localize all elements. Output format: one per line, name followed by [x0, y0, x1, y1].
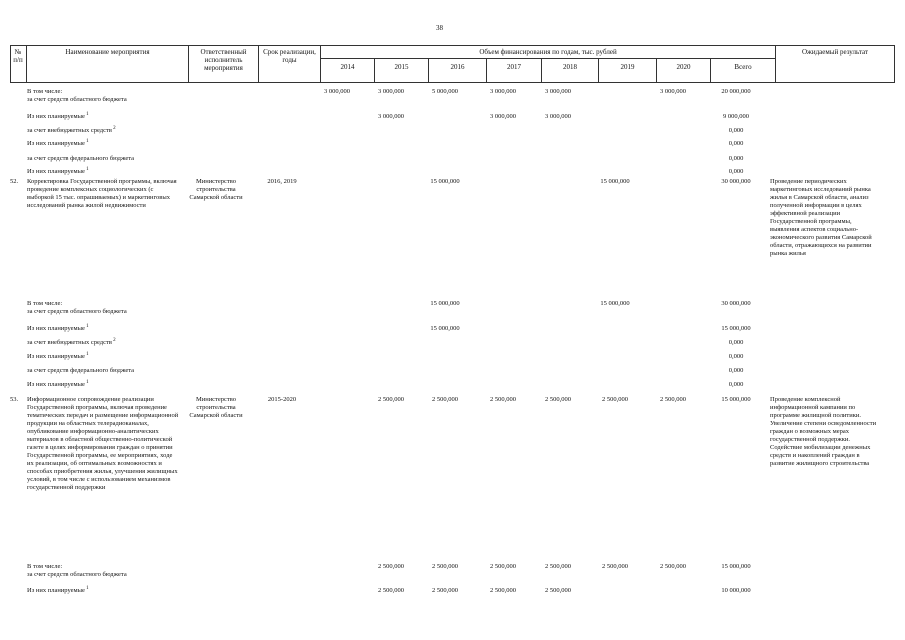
row-value: 3 000,000 — [324, 88, 350, 95]
header-number: № п/п — [13, 48, 23, 64]
header-funding: Объем финансирования по годам, тыс. рублей — [479, 48, 617, 56]
row-label-text: Из них планируемые — [27, 168, 85, 175]
row-value: 2 500,000 — [602, 396, 628, 403]
row-value: 2 500,000 — [378, 587, 404, 594]
row-label — [27, 587, 89, 595]
row-number: 52. — [10, 178, 19, 185]
row-value: 15 000,000 — [430, 300, 460, 307]
row-period: 2016, 2019 — [267, 178, 297, 185]
row-label — [27, 300, 127, 316]
footnote-marker: 1 — [84, 379, 89, 385]
row-label-text: Из них планируемые — [27, 325, 85, 332]
footnote-marker: 1 — [84, 323, 89, 329]
row-value: 2 500,000 — [432, 396, 458, 403]
row-total: 9 000,000 — [723, 113, 749, 120]
header-year: 2017 — [507, 63, 521, 71]
row-total: 0,000 — [728, 127, 744, 134]
row-label-text: Из них планируемые — [27, 381, 85, 388]
row-responsible: Министерство строительства Самарской области — [189, 396, 243, 419]
footnote-marker: 1 — [84, 166, 89, 172]
row-total: 30 000,000 — [721, 178, 751, 185]
row-value: 3 000,000 — [660, 88, 686, 95]
row-value: 2 500,000 — [660, 563, 686, 570]
footnote-marker: 1 — [84, 585, 89, 591]
row-value: 2 500,000 — [545, 563, 571, 570]
row-value: 2 500,000 — [378, 396, 404, 403]
header-responsible: Ответственный исполнитель мероприятия — [200, 48, 247, 72]
header-year: 2020 — [676, 63, 691, 71]
footnote-marker: 1 — [84, 111, 89, 117]
header-total: Всего — [734, 63, 752, 71]
row-label — [27, 127, 116, 135]
row-total: 0,000 — [728, 155, 744, 162]
row-total: 0,000 — [728, 367, 744, 374]
row-value: 2 500,000 — [490, 587, 516, 594]
row-value: 2 500,000 — [378, 563, 404, 570]
row-value: 2 500,000 — [602, 563, 628, 570]
header-period: Срок реализации, годы — [263, 48, 316, 64]
row-label-text: Из них планируемые — [27, 113, 85, 120]
row-expected-result: Проведение комплексной информационной кампании по программе жилищной политики. Увеличение степени осведомленности граждан о возможных мерах государственной поддержки. Содействие мобилизации денежных средств и накоплений граждан в развитие жилищного строительства — [770, 396, 877, 467]
row-expected-result: Проведение периодических маркетинговых исследований рынка жилья в Самарской области, анализ полученной информации в целях эффективной реализации Государственной программы, выявления аспектов социально-экономического развития Самарской области, отражающихся на развитии рынка жилья — [770, 178, 872, 257]
row-label — [27, 396, 179, 492]
row-value: 2 500,000 — [490, 396, 516, 403]
row-label — [27, 367, 134, 375]
row-total: 15 000,000 — [721, 396, 751, 403]
page-number: 38 — [436, 24, 443, 32]
row-value: 3 000,000 — [545, 88, 571, 95]
row-label — [27, 563, 127, 579]
row-label-text: Из них планируемые — [27, 140, 85, 147]
row-label-text: за счет внебюджетных средств — [27, 127, 112, 134]
row-label-text: за счет средств федерального бюджета — [27, 155, 135, 162]
row-value: 15 000,000 — [600, 178, 630, 185]
header-year: 2016 — [450, 63, 465, 71]
row-value: 3 000,000 — [490, 88, 516, 95]
row-total: 0,000 — [728, 381, 744, 388]
row-value: 3 000,000 — [378, 88, 404, 95]
row-label-text: В том числе: за счет средств областного бюджета — [27, 563, 127, 578]
row-total: 0,000 — [728, 353, 744, 360]
row-label — [27, 113, 89, 121]
row-value: 3 000,000 — [378, 113, 404, 120]
row-label-text: Из них планируемые — [27, 353, 85, 360]
row-value: 2 500,000 — [432, 587, 458, 594]
header-year: 2015 — [394, 63, 409, 71]
row-responsible: Министерство строительства Самарской области — [189, 178, 243, 201]
header-name: Наименование мероприятия — [65, 48, 150, 56]
row-label — [27, 325, 89, 333]
row-label — [27, 155, 134, 163]
row-value: 3 000,000 — [490, 113, 516, 120]
row-label-text: В том числе: за счет средств областного бюджета — [27, 88, 127, 103]
row-label — [27, 353, 89, 361]
header-year: 2014 — [340, 63, 355, 71]
row-total: 0,000 — [728, 168, 744, 175]
row-total: 10 000,000 — [721, 587, 751, 594]
row-value: 3 000,000 — [545, 113, 571, 120]
footnote-marker: 1 — [84, 351, 89, 357]
row-total: 15 000,000 — [721, 563, 751, 570]
row-label — [27, 140, 89, 148]
header-result: Ожидаемый результат — [801, 48, 869, 56]
row-total: 0,000 — [728, 339, 744, 346]
row-total: 20 000,000 — [721, 88, 751, 95]
row-value: 2 500,000 — [490, 563, 516, 570]
row-period: 2015-2020 — [267, 396, 297, 403]
row-total: 15 000,000 — [721, 325, 751, 332]
row-label-text: Корректировка Государственной программы, включая проведение комплексных социологических (с выборкой 15 тыс. опрашиваемых) и маркетинговых исследований рынка жилой недвижимости — [27, 178, 177, 209]
row-label-text: Информационное сопровождение реализации Государственной программы, включая проведение тематических передач и размещение информационной продукции на областных телерадиоканалах, опубликование информационно-аналитических материалов в областной общественно-политической газете в целях информирования граждан о принятии Государственной программы, ее мероприятиях, ходе их реализации, об оптимальных возможностях и способах приобретения жилья, улучшения жилищных условий, в том числе с использованием механизмов государственной поддержки — [27, 396, 179, 491]
header-year: 2018 — [563, 63, 577, 71]
row-value: 5 000,000 — [432, 88, 458, 95]
row-value: 15 000,000 — [600, 300, 630, 307]
row-value: 2 500,000 — [545, 396, 571, 403]
row-label — [27, 339, 116, 347]
header-year: 2019 — [620, 63, 635, 71]
row-label-text: за счет средств федерального бюджета — [27, 367, 135, 374]
row-value: 2 500,000 — [545, 587, 571, 594]
row-label-text: В том числе: за счет средств областного бюджета — [27, 300, 127, 315]
row-label — [27, 381, 89, 389]
row-label — [27, 178, 179, 210]
row-label-text: Из них планируемые — [27, 587, 85, 594]
row-label — [27, 88, 127, 104]
row-label-text: за счет внебюджетных средств — [27, 339, 112, 346]
row-value: 2 500,000 — [432, 563, 458, 570]
footnote-marker: 2 — [111, 337, 116, 343]
footnote-marker: 1 — [84, 138, 89, 144]
row-label — [27, 168, 89, 176]
footnote-marker: 2 — [111, 125, 116, 131]
row-value: 15 000,000 — [430, 178, 460, 185]
row-total: 0,000 — [728, 140, 744, 147]
row-total: 30 000,000 — [721, 300, 751, 307]
row-number: 53. — [10, 396, 19, 403]
row-value: 15 000,000 — [430, 325, 460, 332]
row-value: 2 500,000 — [660, 396, 686, 403]
